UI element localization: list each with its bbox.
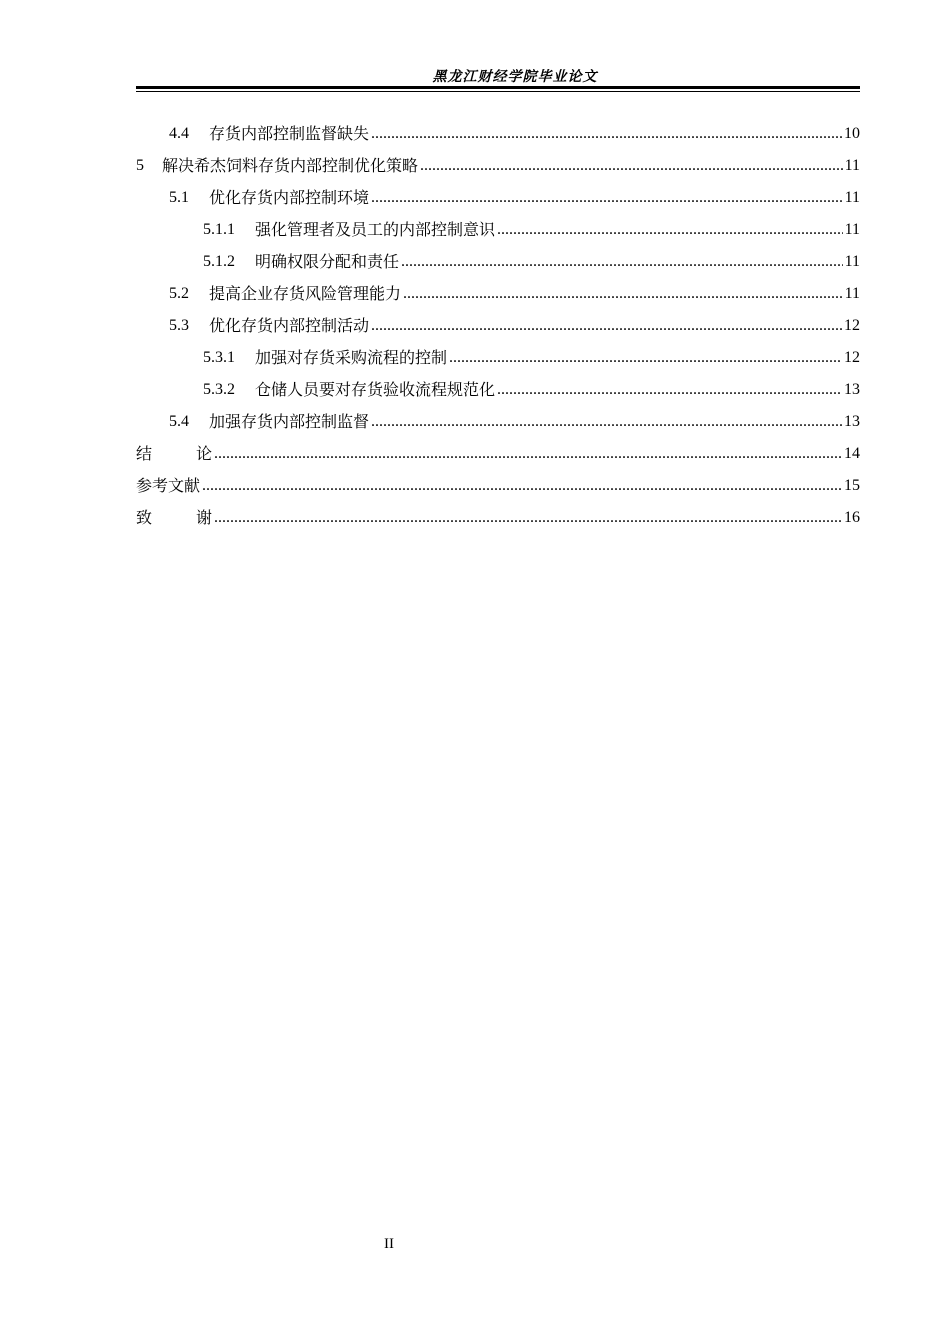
toc-leader-dots bbox=[420, 150, 843, 182]
toc-entry-title: 强化管理者及员工的内部控制意识 bbox=[255, 220, 496, 239]
toc-entry-title: 优化存货内部控制环境 bbox=[209, 188, 370, 207]
toc-entry[interactable] bbox=[136, 118, 860, 150]
toc-leader-dots bbox=[497, 374, 842, 406]
toc-entry-acknowledgements[interactable] bbox=[136, 502, 860, 534]
toc-entry-page: 12 bbox=[844, 317, 860, 334]
toc-entry-number: 5.3 bbox=[169, 317, 189, 334]
toc-entry[interactable] bbox=[136, 342, 860, 374]
toc-title-char: 致 bbox=[136, 508, 153, 527]
toc-entry-page: 15 bbox=[844, 477, 860, 494]
toc-entry-title: 明确权限分配和责任 bbox=[255, 252, 400, 271]
toc-leader-dots bbox=[371, 406, 842, 438]
toc-entry[interactable] bbox=[136, 310, 860, 342]
toc-leader-dots bbox=[449, 342, 842, 374]
toc-leader-dots bbox=[371, 118, 842, 150]
toc-leader-dots bbox=[403, 278, 843, 310]
toc-leader-dots bbox=[214, 502, 842, 534]
toc-entry-number: 5 bbox=[136, 157, 144, 174]
toc-entry-title bbox=[136, 438, 212, 470]
toc-leader-dots bbox=[401, 246, 843, 278]
toc-entry-title: 提高企业存货风险管理能力 bbox=[209, 284, 402, 303]
toc-entry[interactable] bbox=[136, 278, 860, 310]
toc-entry-number: 5.3.1 bbox=[203, 349, 235, 366]
toc-entry-page: 11 bbox=[844, 285, 860, 302]
toc-entry-page: 13 bbox=[844, 413, 860, 430]
toc-entry-title: 优化存货内部控制活动 bbox=[209, 316, 370, 335]
toc-entry[interactable] bbox=[136, 406, 860, 438]
toc-leader-dots bbox=[497, 214, 843, 246]
toc-entry-title: 加强对存货采购流程的控制 bbox=[255, 348, 448, 367]
toc-entry[interactable] bbox=[136, 246, 860, 278]
table-of-contents bbox=[136, 118, 860, 534]
toc-entry-title: 存货内部控制监督缺失 bbox=[209, 124, 370, 143]
toc-entry-page: 11 bbox=[844, 189, 860, 206]
toc-entry-title: 解决希杰饲料存货内部控制优化策略 bbox=[162, 156, 419, 175]
toc-entry-number: 5.1 bbox=[169, 189, 189, 206]
toc-entry-page: 13 bbox=[844, 381, 860, 398]
toc-entry-page: 12 bbox=[844, 349, 860, 366]
toc-entry-title bbox=[136, 502, 212, 534]
toc-entry[interactable] bbox=[136, 374, 860, 406]
toc-entry-number: 4.4 bbox=[169, 125, 189, 142]
toc-entry[interactable] bbox=[136, 182, 860, 214]
toc-entry-page: 16 bbox=[844, 509, 860, 526]
toc-entry-references[interactable] bbox=[136, 470, 860, 502]
toc-entry[interactable] bbox=[136, 150, 860, 182]
toc-leader-dots bbox=[371, 182, 843, 214]
footer-page-number: II bbox=[384, 1236, 394, 1252]
toc-entry-title: 仓储人员要对存货验收流程规范化 bbox=[255, 380, 496, 399]
toc-entry[interactable] bbox=[136, 214, 860, 246]
toc-title-char: 结 bbox=[136, 444, 153, 463]
toc-leader-dots bbox=[371, 310, 842, 342]
toc-entry-number: 5.1.1 bbox=[203, 221, 235, 238]
header-rule-thin bbox=[136, 91, 860, 92]
header-rule-thick bbox=[136, 86, 860, 89]
toc-entry-number: 5.3.2 bbox=[203, 381, 235, 398]
toc-entry-page: 10 bbox=[844, 125, 860, 142]
toc-leader-dots bbox=[214, 438, 842, 470]
toc-entry-title: 参考文献 bbox=[136, 476, 201, 495]
toc-entry-conclusion[interactable] bbox=[136, 438, 860, 470]
toc-entry-page: 11 bbox=[844, 253, 860, 270]
toc-title-char: 谢 bbox=[195, 508, 212, 527]
header-title: 黑龙江财经学院毕业论文 bbox=[432, 69, 598, 85]
toc-entry-number: 5.1.2 bbox=[203, 253, 235, 270]
toc-entry-number: 5.2 bbox=[169, 285, 189, 302]
toc-entry-page: 11 bbox=[844, 221, 860, 238]
toc-entry-number: 5.4 bbox=[169, 413, 189, 430]
toc-entry-page: 14 bbox=[844, 445, 860, 462]
toc-title-char: 论 bbox=[195, 444, 212, 463]
toc-leader-dots bbox=[202, 470, 842, 502]
toc-entry-page: 11 bbox=[844, 157, 860, 174]
toc-entry-title: 加强存货内部控制监督 bbox=[209, 412, 370, 431]
